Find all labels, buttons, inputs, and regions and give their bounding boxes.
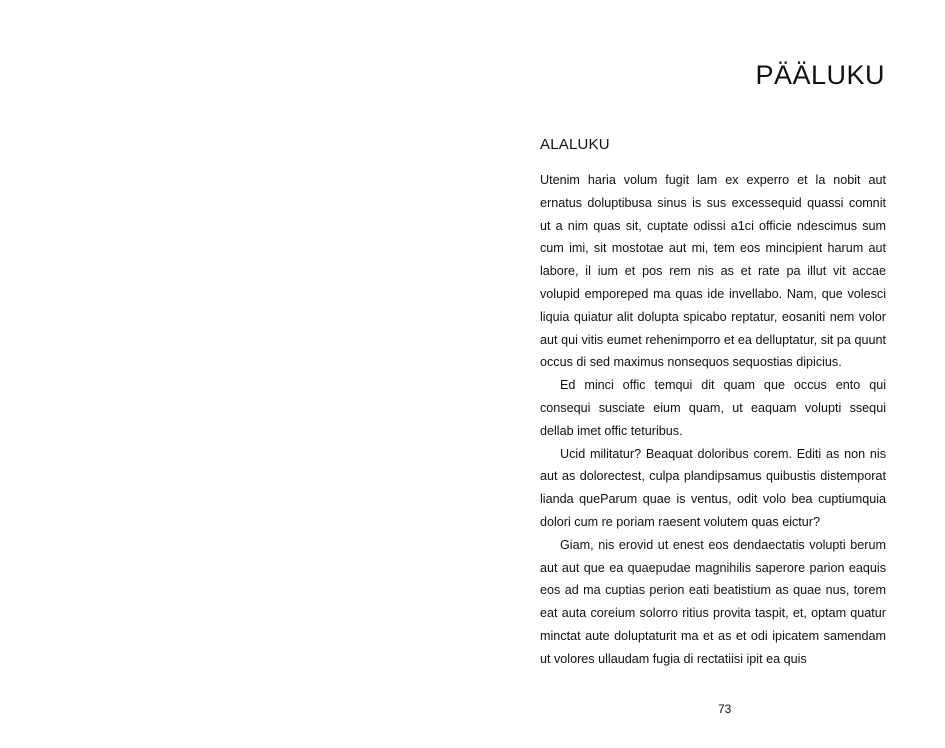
left-page — [0, 0, 472, 748]
paragraph-2: Ed minci offic temqui dit quam que occus ento qui consequi susciate eium quam, ut eaquam volupti ssequi dellab imet offic teturibus. — [540, 378, 886, 438]
chapter-title: PÄÄLUKU — [755, 60, 885, 91]
paragraph-1: Utenim haria volum fugit lam ex experro et la nobit aut ernatus doluptibusa sinus is sus excessequid quassi comnit ut a nim quas sit, cuptate odissi a1ci officie ndescimus sum cum imi, sit mostotae aut mi, tem eos mincipient harum aut labore, il ium et pos rem nis as et rate pa illut vit accae volupid emporeped ma quas ide invellabo. Nam, que volesci liquia quiatur alit dolupta spicabo reptatur, eosaniti nem volor aut qui vitis eumet rehenimporro et ea delluptatur, sit pa quunt occus di sed maximus nonsequos sequostias dipicius. — [540, 173, 886, 370]
section-title: ALALUKU — [540, 136, 610, 154]
body-text — [540, 169, 886, 671]
right-page — [472, 0, 945, 748]
page-number: 73 — [718, 702, 732, 716]
paragraph-3: Ucid militatur? Beaquat doloribus corem. Editi as non nis aut as dolorectest, culpa plandipsamus quibustis distemporat lianda queParum quae is ventus, odit volo bea cuptiumquia dolori cum re poriam raesent volutem quas eictur? — [540, 446, 886, 529]
paragraph-4: Giam, nis erovid ut enest eos dendaectatis volupti berum aut aut que ea quaepudae magnihilis saperore parion eaquis eos ad ma cuptias perion eati beatistium as quae nus, torem eat auta coreium solorro ritius provita taspit, et, optam quatur minctat aute doluptaturit ma et as et odi ipicatem samendam ut volores ullaudam fugia di rectatiisi ipit ea quis — [540, 537, 886, 666]
